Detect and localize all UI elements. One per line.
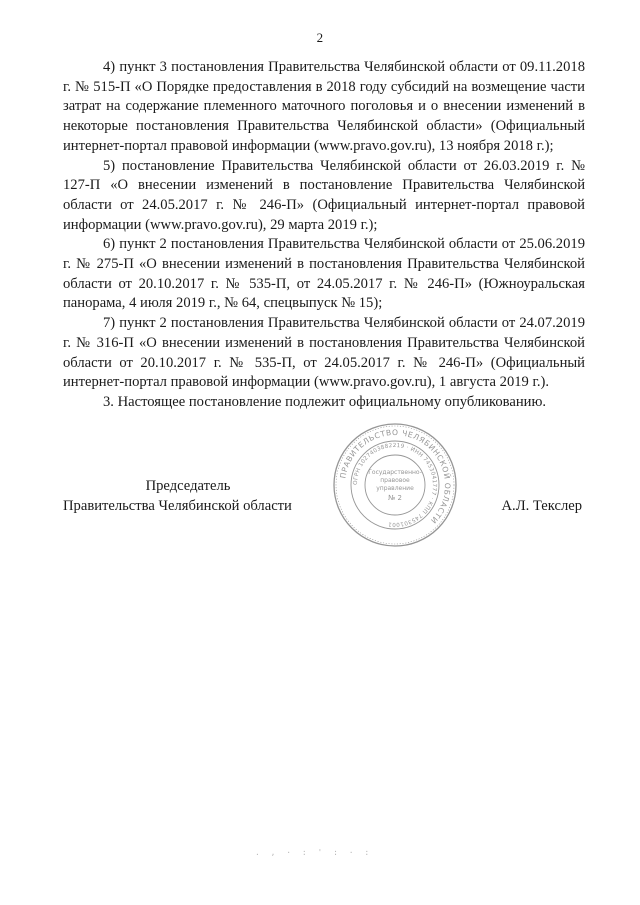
signatory-name: А.Л. Текслер <box>501 498 582 514</box>
signature-block <box>0 477 640 527</box>
seal-inner-line-4: № 2 <box>388 494 402 502</box>
page-number: 2 <box>316 30 324 45</box>
seal-inner-line-3: управление <box>376 485 414 492</box>
document-body <box>63 58 585 413</box>
scan-artifact-marks: . , · : ' : · : <box>255 848 373 857</box>
signatory-title <box>63 477 303 516</box>
seal-outer-text: ПРАВИТЕЛЬСТВО ЧЕЛЯБИНСКОЙ ОБЛАСТИ <box>338 427 453 526</box>
list-item-5: 5) постановление Правительства Челябинской области от 26.03.2019 г. № 127-П «О внесении изменений в постановление Правительства Челябинской области от 24.05.2017 г. № 246-П» (Официальный интернет-портал правовой информации (www.pravo.gov.ru), 29 марта 2019 г.); <box>63 157 585 233</box>
list-item-7: 7) пункт 2 постановления Правительства Челябинской области от 24.07.2019 г. № 316-П «О внесении изменений в постановления Правительства Челябинской области от 20.10.2017 г. № 535-П, от 24.05.2017 г. № 246-П» (Официальный интернет-портал правовой информации (www.pravo.gov.ru), 1 августа 2019 г.). <box>63 315 585 391</box>
list-item-4: 4) пункт 3 постановления Правительства Челябинской области от 09.11.2018 г. № 515-П «О Порядке предоставления в 2018 году субсидий на возмещение части затрат на содержание племенного маточного поголовья и о внесении изменений в некоторые постановления Правительства Челябинской области» (Официальный интернет-портал правовой информации (www.pravo.gov.ru), 13 ноября 2018 г.); <box>63 59 585 154</box>
seal-inner-line-2: правовое <box>380 477 410 484</box>
seal-id-text: ОГРН 1027403882219 · ИНН 7453041777 · КПП 745301001 <box>352 442 438 528</box>
publication-clause: 3. Настоящее постановление подлежит официальному опубликованию. <box>103 393 547 410</box>
signatory-title-line-2: Правительства Челябинской области <box>63 497 292 514</box>
signatory-title-line-1: Председатель <box>145 478 231 494</box>
list-item-6: 6) пункт 2 постановления Правительства Челябинской области от 25.06.2019 г. № 275-П «О внесении изменений в постановления Правительства Челябинской области от 20.10.2017 г. № 535-П, от 24.05.2017 г. № 246-П» (Южноуральская панорама, 4 июля 2019 г., № 64, спецвыпуск № 15); <box>63 236 585 312</box>
seal-inner-line-1: Государственно- <box>368 469 422 476</box>
